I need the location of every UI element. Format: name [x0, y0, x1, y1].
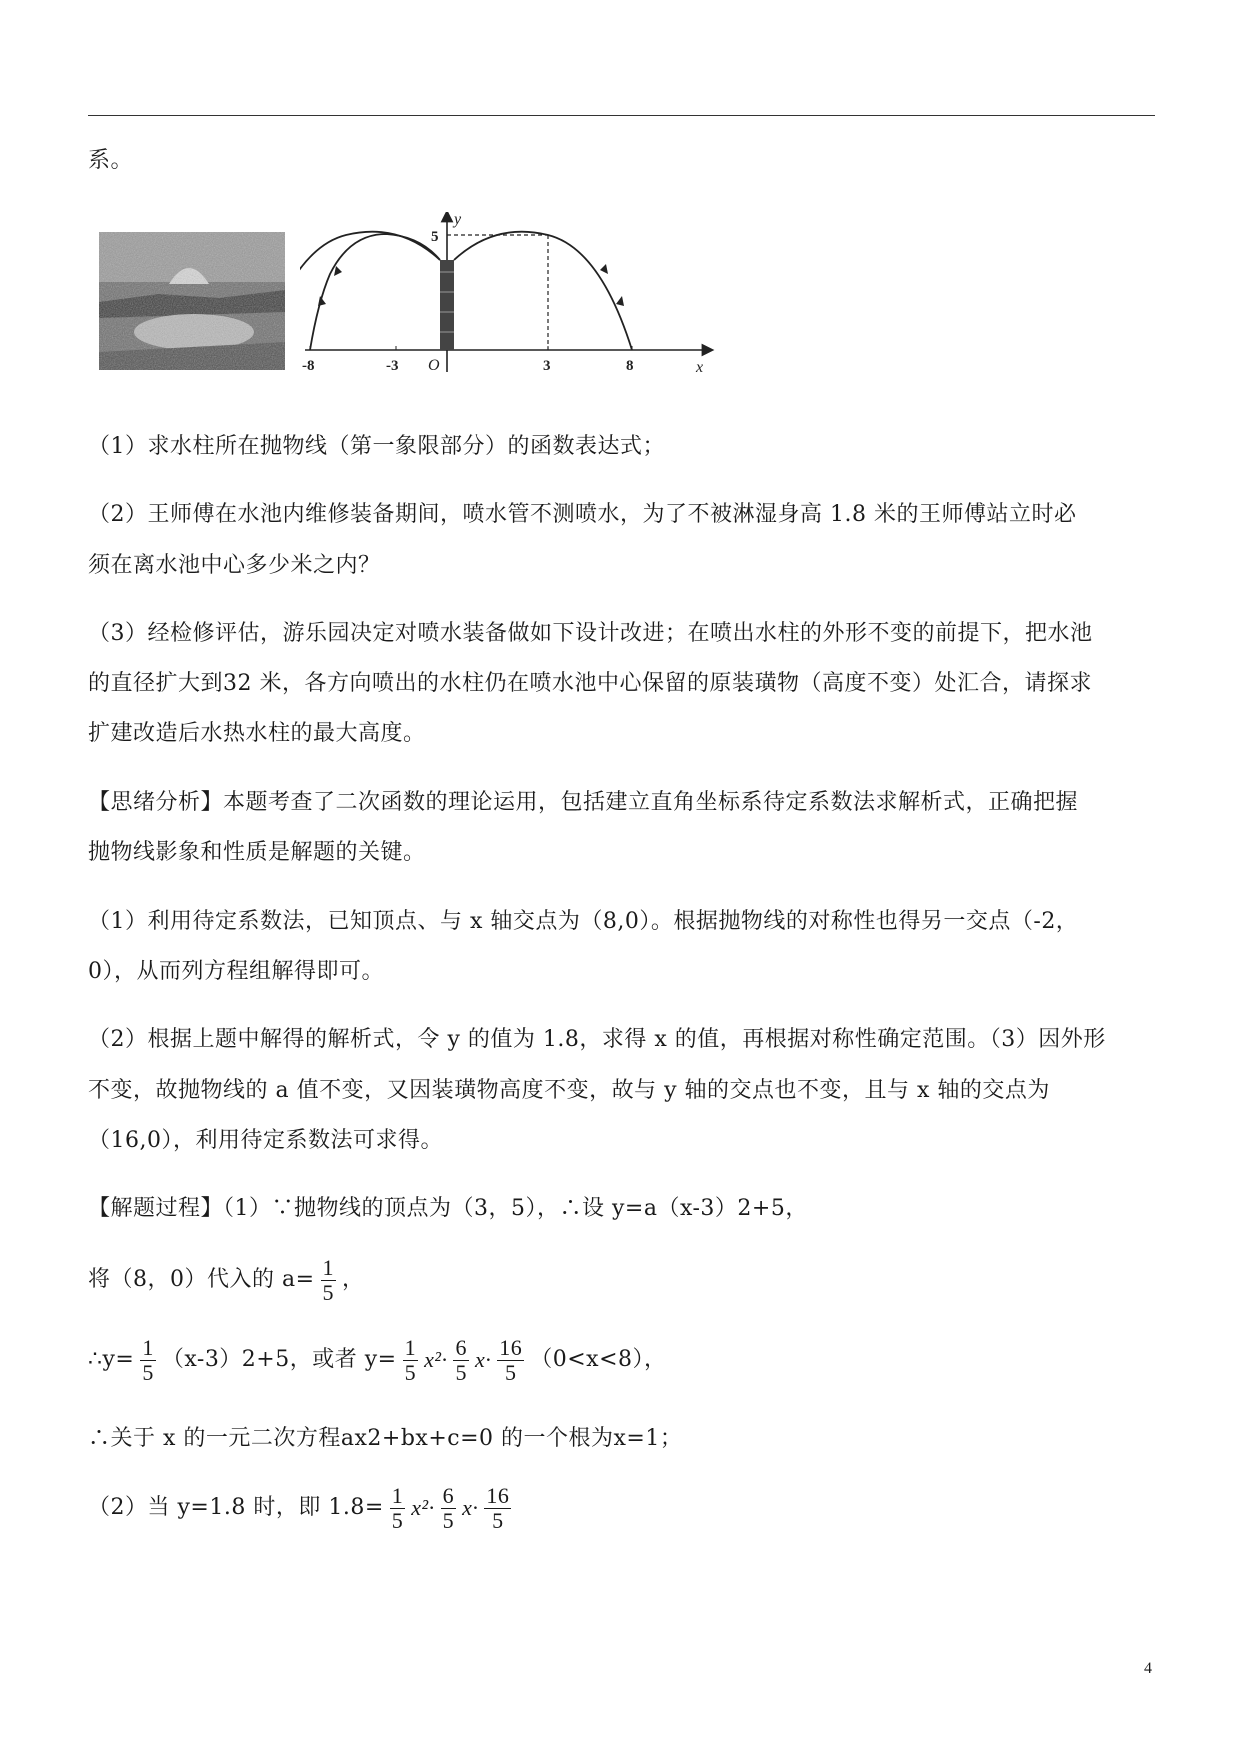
- tick-label-3: 3: [543, 358, 551, 374]
- analysis-line-7: （16,0），利用待定系数法可求得。: [88, 1128, 443, 1153]
- analysis-line-1: 【思绪分析】本题考查了二次函数的理论运用，包括建立直角坐标系待定系数法求解析式，正确把握: [88, 790, 1079, 815]
- tick-label-neg8: -8: [302, 358, 315, 374]
- question-2-line-2: 须在离水池中心多少米之内？: [88, 553, 381, 578]
- question-3-line-3: 扩建改造后水热水柱的最大高度。: [88, 721, 426, 746]
- analysis-line-4: 0），从而列方程组解得即可。: [88, 959, 384, 984]
- text-line-continuation: 系。: [88, 148, 134, 173]
- analysis-line-6: 不变，故抛物线的 a 值不变，又因装璜物高度不变，故与 y 轴的交点也不变，且与 x 轴的交点为: [88, 1078, 1050, 1103]
- solution-line-3-mid: （x-3）2+5，或者 y=: [161, 1347, 397, 1372]
- solution-line-3-text: ∴y=: [88, 1347, 135, 1372]
- solution-line-2-tail: ，: [342, 1267, 365, 1292]
- x-term-2: x·: [462, 1495, 479, 1520]
- x-axis-label: x: [696, 359, 704, 376]
- tick-label-neg3: -3: [386, 358, 399, 374]
- solution-line-1: 【解题过程】（1）∵抛物线的顶点为（3，5），∴设 y=a（x-3）2+5，: [88, 1196, 808, 1221]
- solution-line-5-text: （2）当 y=1.8 时，即 1.8=: [88, 1495, 384, 1520]
- fountain-photo: [99, 232, 285, 370]
- fraction-6-5: $\frac{6}{5}$: [455, 1334, 467, 1385]
- fraction-16-5-b: $\frac{16}{5}$: [486, 1482, 510, 1533]
- tick-label-y5: 5: [431, 229, 439, 245]
- page-number: 4: [1144, 1660, 1152, 1677]
- fraction-1-5: $\frac{1}{5}$: [322, 1254, 335, 1305]
- fraction-16-5: $\frac{16}{5}$: [499, 1334, 523, 1385]
- solution-line-3: [88, 1330, 667, 1390]
- solution-line-2-text: 将（8，0）代入的 a=: [88, 1267, 315, 1292]
- right-parabola: [454, 232, 632, 350]
- question-1: （1）求水柱所在抛物线（第一象限部分）的函数表达式；: [88, 434, 665, 459]
- origin-label: O: [428, 357, 440, 374]
- water-pipe: [440, 260, 454, 350]
- fraction-1-5-b: $\frac{1}{5}$: [404, 1334, 417, 1385]
- question-3-line-2: 的直径扩大到32 米，各方向喷出的水柱仍在喷水池中心保留的原装璜物（高度不变）处汇合，请探求: [88, 671, 1092, 696]
- solution-line-5: [88, 1478, 517, 1538]
- x-squared-term: x²·: [424, 1347, 448, 1372]
- analysis-line-2: 抛物线影象和性质是解题的关键。: [88, 840, 426, 865]
- analysis-line-5: （2）根据上题中解得的解析式，令 y 的值为 1.8，求得 x 的值，再根据对称性确定范围。（3）因外形: [88, 1027, 1106, 1052]
- x-term: x·: [474, 1347, 492, 1372]
- question-2-line-1: （2）王师傅在水池内维修装备期间，喷水管不测喷水，为了不被淋湿身高 1.8 米的王师傅站立时必: [88, 502, 1077, 527]
- tick-label-8: 8: [626, 358, 634, 374]
- solution-line-3-tail: （0<x<8），: [530, 1347, 667, 1372]
- fraction-1-5-c: $\frac{1}{5}$: [391, 1482, 404, 1533]
- solution-line-2: [88, 1250, 365, 1310]
- header-rule: [88, 115, 1155, 116]
- x-squared-term-2: x²·: [411, 1495, 435, 1520]
- left-parabola: [300, 232, 440, 350]
- y-axis-label: y: [454, 212, 462, 228]
- fraction-6-5-b: $\frac{6}{5}$: [442, 1482, 455, 1533]
- analysis-line-3: （1）利用待定系数法，已知顶点、与 x 轴交点为（8,0）。根据抛物线的对称性也得另一交点（-2，: [88, 909, 1079, 934]
- parabola-graph: [300, 212, 720, 384]
- question-3-line-1: （3）经检修评估，游乐园决定对喷水装备做如下设计改进；在喷出水柱的外形不变的前提下，把水池: [88, 621, 1093, 646]
- solution-line-4: ∴关于 x 的一元二次方程ax2+bx+c=0 的一个根为x=1；: [88, 1426, 683, 1451]
- fraction-1-5-a: $\frac{1}{5}$: [142, 1334, 154, 1385]
